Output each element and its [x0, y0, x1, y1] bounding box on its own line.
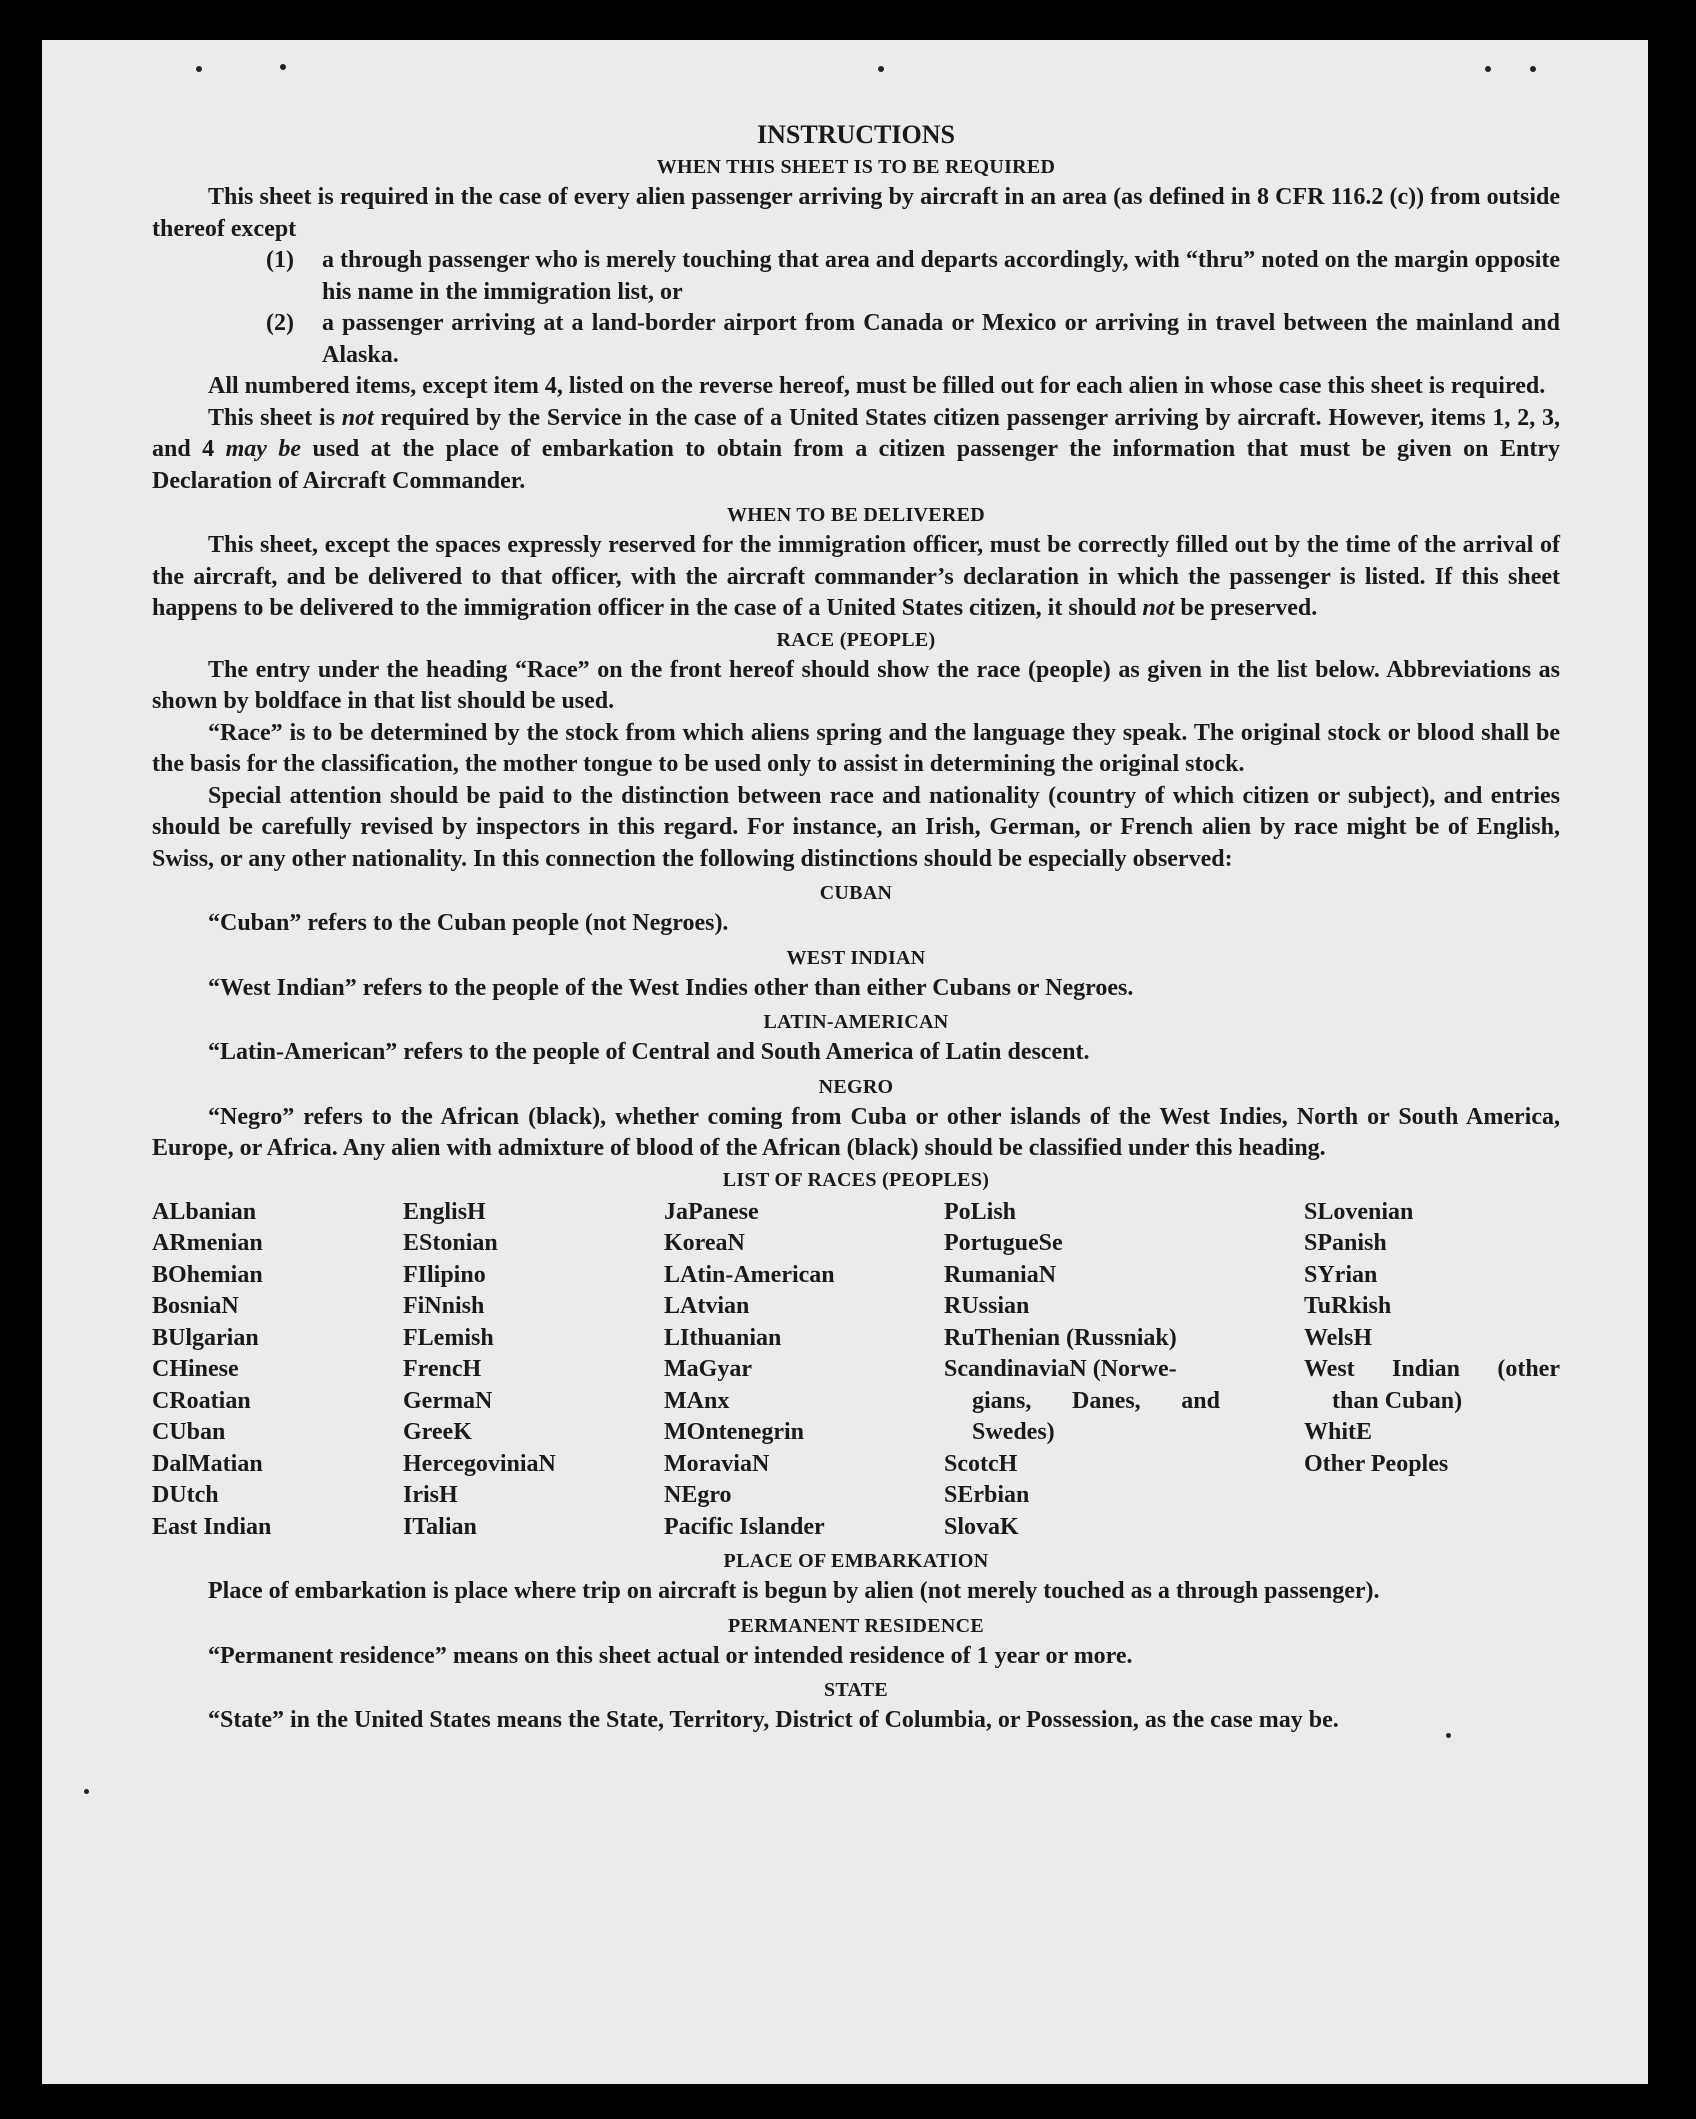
race-entry: SlovaK — [944, 1513, 1019, 1540]
paragraph: Place of embarkation is place where trip on aircraft is begun by alien (not merely touched as a through passenger). — [208, 1578, 1380, 1604]
race-entry: WhitE — [1304, 1419, 1373, 1445]
section-heading-when-delivered: WHEN TO BE DELIVERED — [726, 504, 986, 526]
paragraph: “Permanent residence” means on this sheet actual or intended residence of 1 year or more. — [208, 1642, 1133, 1669]
scan-mark — [1485, 66, 1491, 72]
section-heading-latin-american: LATIN-AMERICAN — [763, 1011, 949, 1033]
scan-mark — [280, 64, 286, 70]
races-column — [403, 1197, 664, 1544]
paragraph: “State” in the United States means the State, Territory, District of Columbia, or Possession, as the case may be. — [208, 1707, 1339, 1733]
section-heading-negro: NEGRO — [818, 1075, 894, 1098]
race-entry: EStonian — [403, 1230, 498, 1256]
scan-mark — [1530, 66, 1536, 72]
race-entry: RumaniaN — [944, 1261, 1057, 1288]
paragraph: This sheet is required in the case of every alien passenger arriving by aircraft in an area (as defined in 8 CFR 116.2 (c)) from outside thereof except — [152, 184, 1560, 242]
emphasis: not — [1142, 595, 1175, 621]
race-entry: MaGyar — [664, 1356, 752, 1382]
section-heading-list-of-races: LIST OF RACES (PEOPLES) — [722, 1168, 990, 1191]
race-entry: PoLish — [944, 1198, 1017, 1225]
list-item-number: (2) — [266, 310, 294, 336]
race-entry: KoreaN — [664, 1230, 745, 1256]
race-entry: DUtch — [152, 1482, 219, 1508]
race-entry: SPanish — [1304, 1230, 1387, 1256]
race-entry: ScotcH — [944, 1450, 1018, 1477]
section-heading-state: STATE — [823, 1679, 889, 1701]
paragraph: “Race” is to be determined by the stock from which aliens spring and the language they speak. The original stock or blood shall be the basis for the classification, the mother tongue to be used only to assist in determining the original stock. — [152, 719, 1560, 777]
text-run: This sheet, except the spaces expressly reserved for the immigration officer, must be correctly filled out by the time of the arrival of the aircraft, and be delivered to that officer, with the aircraft commander’s declaration in which the passenger is listed. If this sheet happens to be delivered to the immigration officer in the case of a United States citizen, it should — [152, 532, 1560, 621]
race-entry: ITalian — [403, 1513, 477, 1540]
race-entry: JaPanese — [664, 1198, 759, 1225]
race-entry: DalMatian — [152, 1450, 263, 1477]
paragraph: Special attention should be paid to the distinction between race and nationality (country of which citizen or subject), and entries should be carefully revised by inspectors in this regard. For instance, an Irish, German, or French alien by race might be of English, Swiss, or any other nationality. In this connection the following distinctions should be especially observed: — [152, 782, 1560, 872]
race-entry: MOntenegrin — [664, 1419, 804, 1445]
scan-mark — [196, 66, 202, 72]
race-entry: GreeK — [403, 1419, 472, 1445]
paragraph: “Negro” refers to the African (black), whether coming from Cuba or other islands of the West Indies, North or South America, Europe, or Africa. Any alien with admixture of blood of the African (black) should be classified under this heading. — [152, 1103, 1560, 1161]
race-entry: ScandinaviaN (Norwe- — [944, 1356, 1177, 1382]
race-entry: CRoatian — [152, 1387, 251, 1414]
race-entry: FLemish — [403, 1324, 494, 1351]
race-entry: PortugueSe — [944, 1230, 1063, 1256]
document-sheet — [42, 40, 1648, 2084]
race-entry: FiNnish — [403, 1293, 485, 1319]
text-run: used at the place of embarkation to obtain from a citizen passenger the information that must be given on Entry Declaration of Aircraft Commander. — [152, 436, 1560, 494]
race-entry: IrisH — [403, 1482, 458, 1508]
race-entry: CUban — [152, 1419, 226, 1445]
race-entry: than Cuban) — [1332, 1387, 1463, 1414]
race-entry: LAtin-American — [664, 1261, 835, 1288]
race-entry: FrencH — [403, 1356, 482, 1382]
emphasis: not — [341, 404, 374, 431]
race-entry: SErbian — [944, 1482, 1030, 1508]
race-entry: FIlipino — [403, 1261, 486, 1288]
race-entry: Other Peoples — [1304, 1450, 1449, 1477]
race-entry: NEgro — [664, 1482, 732, 1508]
race-entry: CHinese — [152, 1356, 239, 1382]
race-entry: BOhemian — [152, 1261, 263, 1288]
section-heading-west-indian: WEST INDIAN — [786, 946, 926, 969]
race-entry: SYrian — [1304, 1261, 1378, 1288]
section-heading-race: RACE (PEOPLE) — [776, 628, 936, 651]
race-entry: Pacific Islander — [664, 1513, 825, 1540]
instructions-body — [152, 118, 1560, 1737]
paragraph: All numbered items, except item 4, listed on the reverse hereof, must be filled out for each alien in whose case this sheet is required. — [208, 373, 1546, 399]
list-item-number: (1) — [266, 247, 294, 273]
race-entry: West Indian (other — [1304, 1356, 1560, 1382]
paragraph: “West Indian” refers to the people of the West Indies other than either Cubans or Negroes. — [208, 974, 1134, 1001]
races-column — [152, 1197, 403, 1544]
race-entry: GermaN — [403, 1387, 493, 1414]
race-entry: gians, Danes, and — [972, 1387, 1220, 1414]
race-entry: BUlgarian — [152, 1324, 259, 1351]
section-heading-embarkation: PLACE OF EMBARKATION — [723, 1550, 989, 1572]
races-column — [664, 1197, 944, 1544]
paragraph: The entry under the heading “Race” on the front hereof should show the race (people) as given in the list below. Abbreviations as shown by boldface in that list should be used. — [152, 656, 1560, 714]
race-entry: BosniaN — [152, 1293, 239, 1319]
text-run: This sheet is — [208, 404, 342, 431]
list-item-text: a through passenger who is merely touching that area and departs accordingly, with “thru” noted on the margin opposite his name in the immigration list, or — [322, 247, 1560, 305]
text-run: be preserved. — [1174, 595, 1318, 621]
race-entry: LAtvian — [664, 1293, 750, 1319]
race-entry: RuThenian (Russniak) — [944, 1324, 1177, 1351]
paragraph — [152, 403, 1560, 498]
races-table — [152, 1197, 1560, 1544]
race-entry: WelsH — [1304, 1324, 1373, 1351]
race-entry: LIthuanian — [664, 1324, 782, 1351]
race-entry: MoraviaN — [664, 1450, 770, 1477]
race-entry: ALbanian — [152, 1198, 257, 1225]
scan-mark — [84, 1789, 89, 1794]
scan-mark — [878, 66, 884, 72]
race-entry: RUssian — [944, 1293, 1030, 1319]
race-entry: MAnx — [664, 1387, 730, 1414]
race-entry: East Indian — [152, 1513, 272, 1540]
section-heading-cuban: CUBAN — [819, 882, 893, 904]
emphasis: may be — [225, 436, 302, 462]
page-title: INSTRUCTIONS — [757, 120, 955, 149]
race-entry: ARmenian — [152, 1230, 263, 1256]
list-item — [152, 308, 1560, 371]
races-column — [944, 1197, 1304, 1544]
race-entry: Swedes) — [972, 1419, 1055, 1445]
paragraph: “Latin-American” refers to the people of Central and South America of Latin descent. — [208, 1039, 1090, 1065]
list-item — [152, 245, 1560, 308]
races-column — [1304, 1197, 1560, 1544]
race-entry: SLovenian — [1304, 1198, 1414, 1225]
paragraph — [152, 530, 1560, 625]
race-entry: EnglisH — [403, 1198, 486, 1225]
race-entry: TuRkish — [1304, 1293, 1392, 1319]
text-run: required by the Service in the case of a United States citizen passenger arriving by aircraft. However, items 1, 2, 3, and 4 — [152, 404, 1561, 462]
paragraph: “Cuban” refers to the Cuban people (not Negroes). — [208, 910, 729, 936]
race-entry: HercegoviniaN — [403, 1450, 556, 1477]
section-heading-residence: PERMANENT RESIDENCE — [728, 1614, 984, 1637]
list-item-text: a passenger arriving at a land-border airport from Canada or Mexico or arriving in travel between the mainland and Alaska. — [322, 310, 1560, 368]
section-heading-when-required: WHEN THIS SHEET IS TO BE REQUIRED — [656, 156, 1056, 178]
